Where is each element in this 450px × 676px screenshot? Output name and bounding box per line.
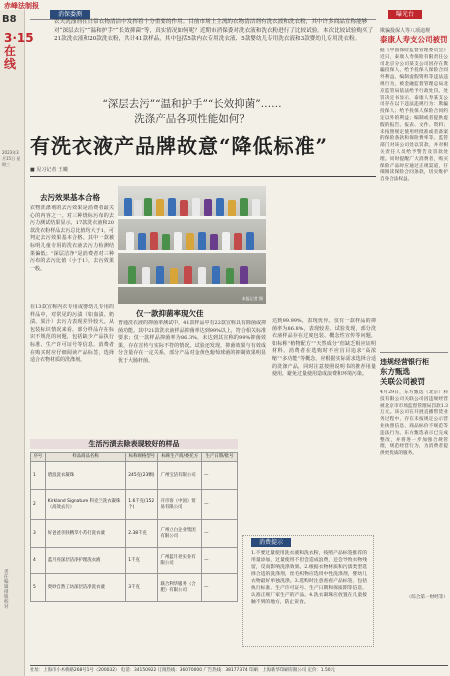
section-tag-consumer-test: 消保委测 xyxy=(50,10,90,19)
consumer-tip-tag: 消费提示 xyxy=(251,538,291,547)
table-cell: 开市客（中国）贸易有限公司 xyxy=(158,490,202,520)
table-cell: 奥妙自然工坊深层洁净洗衣液 xyxy=(45,574,126,602)
editor-line: 2023年3月15日 星期三 xyxy=(2,150,21,167)
subhead-antibacterial: 仅一款抑菌率现欠佳 xyxy=(136,309,204,318)
table-col-header: 生产日期/批号 xyxy=(202,453,238,462)
table-cell: 3 xyxy=(31,520,46,548)
table-row xyxy=(31,574,238,602)
table-cell: 广州蓝月亮实业有限公司 xyxy=(158,548,202,574)
article-col-2: 普通洗衣液的抑菌率测试中，41款样品中有22款宣称具有除菌或抑菌功能。其中21款洗衣液样品抑菌率达到99%以上，符合相关标准要求；仅一款样品抑菌率为86.3%，未达到其宣称的99%抑菌效果，存在宣传与实际不符的情况。试验还发现，抑菌效果与有效成分含量存在一定关系，部分产品对金黄色葡萄球菌的抑制效果明显优于大肠杆菌。 xyxy=(118,320,266,364)
table-col-header: 标称生产商/委托方 xyxy=(158,453,202,462)
table-cell: 3千克 xyxy=(126,574,158,602)
lead-paragraph: 农夫洗涤剂在日常衣物清洁中发挥着十分重要的作用。目前市场上主流的衣物清洁剂有洗衣液和洗衣粉，其中许多商品宣称能够对“深层去污”“温和护手”“长效抑菌”等，真实情况如何呢？近期市消保委对洗衣液和洗衣粉进行了比较试验。本次比较试验购买了21款洗衣液和20款洗衣粉，共计41款样品，其中包括5款内衣专用洗衣液、5款婴幼儿专用洗衣液和3款婴幼儿专用洗衣粉。 xyxy=(54,19,374,42)
right-source-note: （综合第一财经等） xyxy=(406,595,448,600)
article-col-1: 农物洗涤剂的去污效果是消费者最关心的内容之一。对三种烧标污布的去污力测试结果显示，17款洗衣液和20款洗衣粉样品去污总比值均大于1，可判定去污效果基本合格。其中一款被标明儿童专用的洗衣液去污力检测结果偏低；“深层洁净”是消费者对三种污布的去污比值（小于1），去污效果一般。 xyxy=(30,205,114,272)
table-cell: 2.38千克 xyxy=(126,520,158,548)
table-header-row xyxy=(31,453,238,462)
table-cell: 1.6千克(152个) xyxy=(126,490,158,520)
table-cell: — xyxy=(202,490,238,520)
right-headline-2c: 关联公司被罚 xyxy=(380,377,425,386)
table-cell: 好爸爸亲肤精萃小苏打洗衣液 xyxy=(45,520,126,548)
table-row xyxy=(31,490,238,520)
table-cell: — xyxy=(202,548,238,574)
table-cell: 碧浪洗衣凝珠 xyxy=(45,462,126,490)
subhead-stain-removal: 去污效果基本合格 xyxy=(40,193,100,202)
consumer-tip-text: 1.不要过量使用洗衣液和洗衣粉，按照产品标签推荐的用量添加，过量使用不但会造成浪费，还会导致衣物残留，反而影响洗涤效果。2.根据衣物材质和污渍类型选择合适的洗涤剂，丝毛织物应选用中性洗涤剂，婴幼儿衣物最好单独洗涤。3.选购时注意查看产品标签，包括执行标准、生产许可证号、生产日期和保质期等信息，认准正规厂家生产的产品。4.洗衣凝珠应放置在儿童接触不到的地方，防止误食。 xyxy=(251,551,367,605)
right-headline-2b: 东方甄选 xyxy=(380,367,410,376)
headline-kicker xyxy=(62,97,322,127)
kicker-line-1: “深层去污”“温和护手”“长效抑菌”…… xyxy=(102,98,282,110)
table-col-header: 标称规格型号 xyxy=(126,453,158,462)
right-subhead-1: 欺骗投保人等八项违规 xyxy=(380,28,431,34)
article-col-3: 达到99.99%，表现优异。仅有一款样品的抑菌率为86.8%，表现较差。试验发现，部分洗衣液样品存在过度包装、概念性宣传等问题，如标称“植物配方”“天然成分”但缺乏相应证明材料。消费者在选购时不应盲目追求“高浓缩”“多功能”等概念，应根据实际需求选择合适的洗涤产品，同时注意按照说明书的推荐用量使用，避免过量使用造成浪费和环境污染。 xyxy=(272,318,376,378)
table-cell: — xyxy=(202,574,238,602)
table-cell: 1千克 xyxy=(126,548,158,574)
table-cell: 2 xyxy=(31,490,46,520)
table-col-header: 样品商品名称 xyxy=(45,453,126,462)
table-title: 生活污渍去除表现较好的样品 xyxy=(30,439,238,449)
section-tag-exposure: 曝光台 xyxy=(388,10,422,19)
table-row xyxy=(31,462,238,490)
table-cell: — xyxy=(202,520,238,548)
article-col-1b: 在13款宣称内衣专用或婴幼儿专用的样品中，对常见的污渍（如血渍、奶渍、果汁）去污力表现差异较大。从包装标识情况来看，部分样品存在标识不规范的问题，包括缺少产品执行标准、生产许可证号等信息。消费者在购买时应仔细阅读产品标签，选择适合衣物材质的洗涤剂。 xyxy=(30,304,114,364)
side-column-text: 责任编辑 排版 校对 xyxy=(4,570,9,610)
supermarket-shelf-photo xyxy=(118,186,266,304)
right-article-1: 据《中国保险监督管理委员会》近日，泰康人寿保险有限责任公司北京分公司某支公司因存在欺骗投保人、给予投保人保险合同外利益、编制虚假资料等违法违规行为，被金融监督管理总局北京监管局依法给予行政处罚。处罚决定书显示，泰康人寿某支公司存在以下违法违规行为：欺骗投保人；给予投保人保险合同约定以外的利益；编制或者提供虚假的报告、报表、文件、资料；未按照规定使用经批准或者备案的保险条款和保险费率等。监管部门对该公司处以罚款，并对相关责任人员给予警告及罚款处理。同时提醒广大消费者，购买保险产品时应通过正规渠道，仔细阅读保险合同条款，切实维护自身合法权益。 xyxy=(380,48,448,183)
photo-credit: 本报记者 摄 xyxy=(241,296,263,301)
table-col-header: 序号 xyxy=(31,453,46,462)
page-sidebar xyxy=(0,10,34,676)
samples-table xyxy=(30,452,238,602)
headline-rule xyxy=(30,176,376,177)
table-cell: 广州立白企业集团有限公司 xyxy=(158,520,202,548)
table-cell: 4 xyxy=(31,548,46,574)
masthead-logo: 赤峰法制报 xyxy=(4,2,39,10)
right-column xyxy=(380,10,448,666)
page-footer: 社址：上海市小木桥路268号1号（200032） 电话：34150922 订阅热线：36070000 广告热线：38177374 印刷：上海新华印刷有限公司 定价：1.50元 xyxy=(30,665,448,676)
kicker-line-2: 洗涤产品各项性能如何？ xyxy=(134,113,250,125)
right-article-2: 4月29日，东方甄选（北京）科技有限公司关联公司因违规经营被北京市市场监督管理局罚款1.3万元。该公司在开展直播带货业务过程中，存在未按规定公示营业执照信息、商品标价不规范等违法行为。东方甄选表示已完成整改，并将进一步加强合规管理，规范经营行为，为消费者提供更优质的服务。 xyxy=(380,390,448,457)
table-cell: — xyxy=(202,462,238,490)
table-row xyxy=(31,520,238,548)
table-cell: Kirkland Signature 科克兰洗衣凝珠（高效去污） xyxy=(45,490,126,520)
table-row xyxy=(31,548,238,574)
table-cell: 广州宝洁有限公司 xyxy=(158,462,202,490)
table-cell: 1 xyxy=(31,462,46,490)
consumer-tip-box xyxy=(242,535,374,647)
section-title-vertical: 3·15在线 xyxy=(4,31,34,71)
right-headline-1: 泰康人寿支公司被罚 xyxy=(380,35,448,44)
table-cell: 联合利华服务（合肥）有限公司 xyxy=(158,574,202,602)
table-cell: 蓝月亮深层洁净护理洗衣液 xyxy=(45,548,126,574)
table-cell: 245克(23颗) xyxy=(126,462,158,490)
page-number: B8 xyxy=(2,14,17,25)
right-headline-2a: 违规经营银行柜 xyxy=(380,357,429,366)
page-headline: 有洗衣液产品牌故意“降低标准” xyxy=(30,134,329,158)
table-cell: 5 xyxy=(31,574,46,602)
byline: ■ 见习记者 王曦 xyxy=(30,167,68,173)
